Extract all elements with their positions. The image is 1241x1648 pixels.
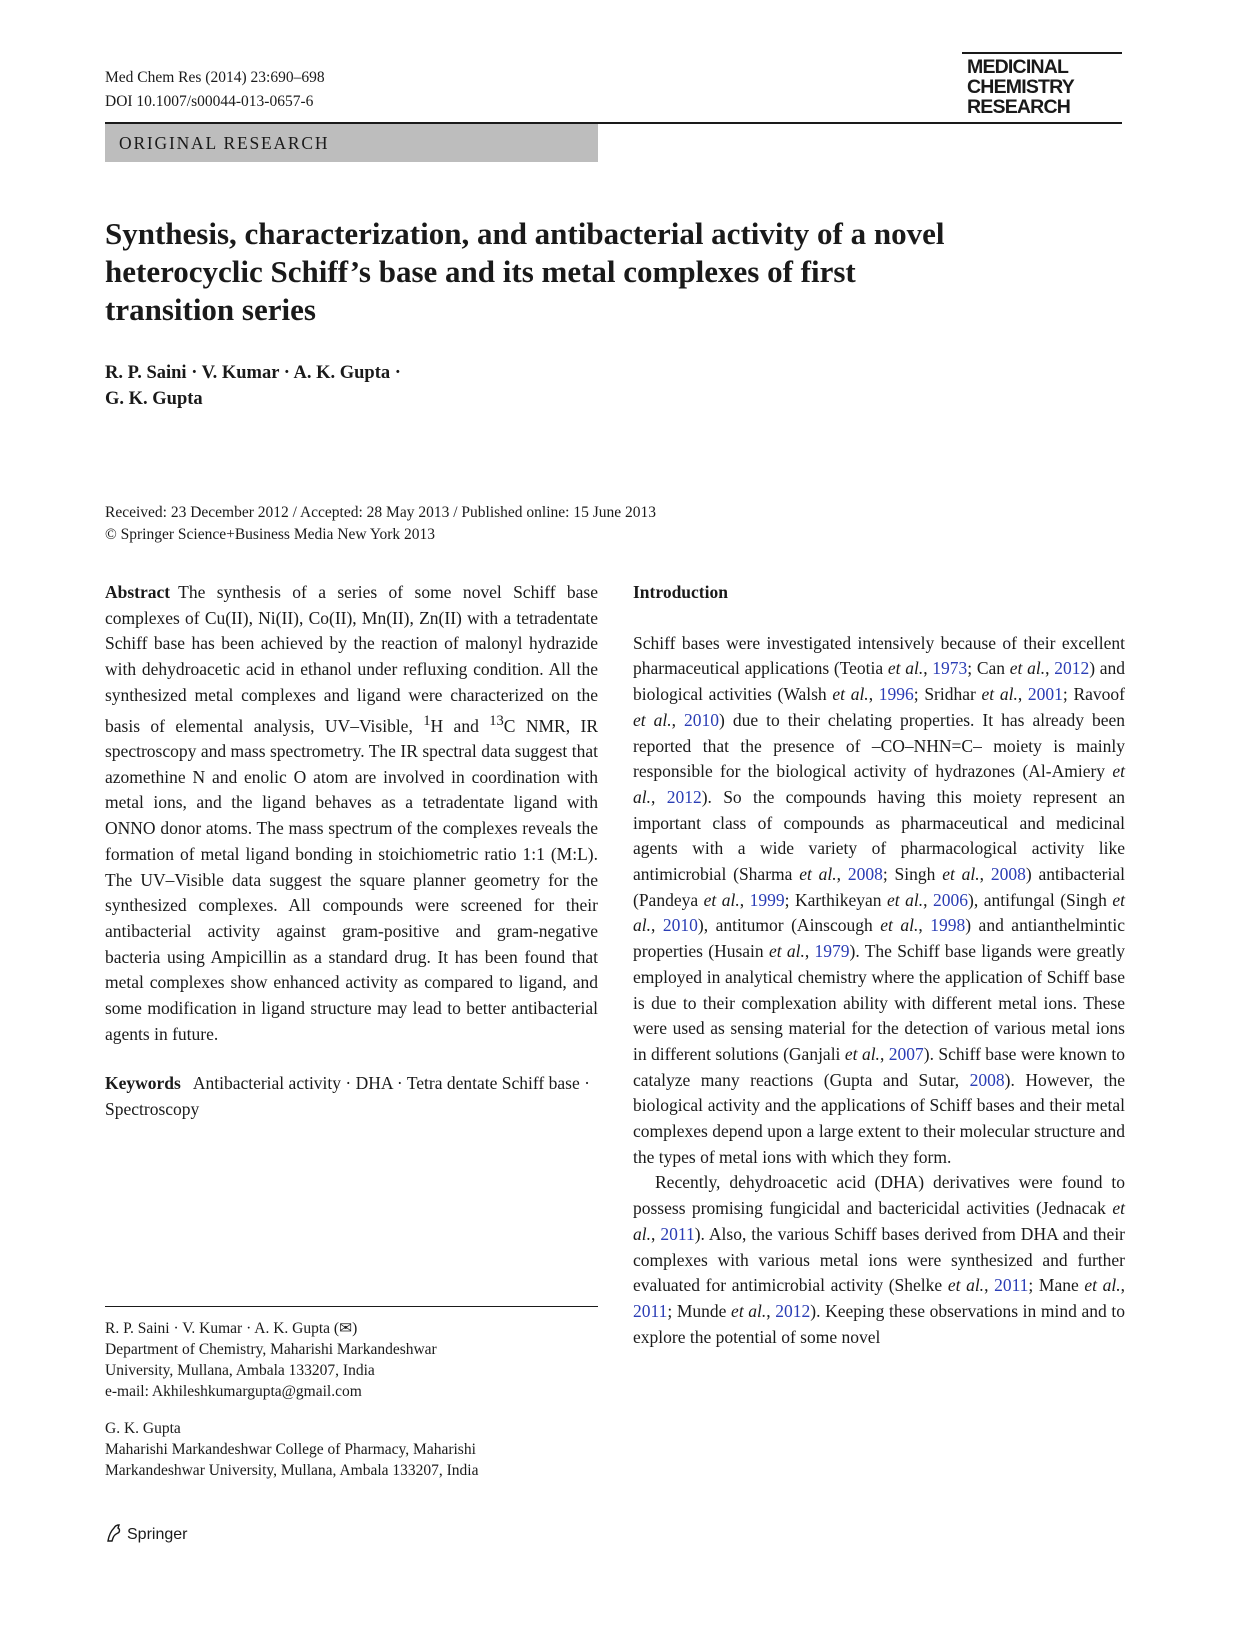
et-al-text: et al. — [887, 889, 924, 910]
affiliation-authors: G. K. Gupta — [105, 1420, 181, 1437]
et-al-text: et al. — [947, 1275, 985, 1296]
affiliation-rule — [105, 1306, 598, 1307]
affiliation-block — [105, 1318, 598, 1402]
citation-year-link[interactable]: 2012 — [1054, 658, 1090, 679]
paragraph-text: , — [923, 889, 934, 910]
citation-year-link[interactable]: 2006 — [933, 889, 969, 910]
et-al-text: et al. — [844, 1043, 880, 1064]
email: e-mail: Akhileshkumargupta@gmail.com — [105, 1383, 362, 1400]
citation-year-link[interactable]: 2008 — [990, 864, 1026, 885]
superscript: 13 — [489, 712, 504, 729]
paragraph-text: ) antibacterial (Pandeya — [633, 864, 1125, 910]
et-al-text: et al. — [799, 864, 837, 885]
citation-year-link[interactable]: 1998 — [930, 915, 966, 936]
publication-dates: Received: 23 December 2012 / Accepted: 28 May 2013 / Published online: 15 June 2013 — [105, 504, 656, 521]
citation-year-link[interactable]: 1999 — [749, 889, 785, 910]
affiliation-block — [105, 1418, 598, 1481]
paragraph-text: ; Karthikeyan — [784, 889, 888, 910]
publisher-footer — [105, 1523, 187, 1544]
et-al-text: et al. — [981, 684, 1018, 705]
keywords-text: Antibacterial activity · DHA · Tetra dentate Schiff base · Spectroscopy — [105, 1073, 590, 1120]
et-al-text: et al. — [880, 915, 919, 936]
paragraph-text: , — [651, 1223, 661, 1244]
citation-year-link[interactable]: 1979 — [814, 941, 850, 962]
citation-year-link[interactable]: 2007 — [888, 1043, 924, 1064]
introduction-paragraph — [633, 1170, 1125, 1350]
paragraph-text: ), antifungal (Singh — [968, 889, 1113, 910]
journal-citation: Med Chem Res (2014) 23:690–698 — [105, 69, 325, 86]
citation-year-link[interactable]: 2011 — [660, 1223, 695, 1244]
paragraph-text: , — [836, 864, 848, 885]
affiliations — [105, 1318, 598, 1481]
paragraph-text: , — [1017, 684, 1028, 705]
et-al-text: et al. — [832, 684, 869, 705]
article-title — [105, 215, 1105, 329]
paragraph-text: , — [651, 915, 663, 936]
paragraph-text: , — [739, 889, 750, 910]
paragraph-text: , — [979, 864, 991, 885]
paragraph-text: , — [868, 684, 879, 705]
citation-year-link[interactable]: 2008 — [847, 864, 883, 885]
et-al-text: et al. — [1084, 1275, 1121, 1296]
citation-year-link[interactable]: 1996 — [878, 684, 914, 705]
keywords — [105, 1071, 598, 1122]
abstract — [105, 580, 598, 1047]
affiliation-line: Markandeshwar University, Mullana, Ambala 133207, India — [105, 1462, 479, 1479]
paragraph-text: ). Also, the various Schiff bases derived from DHA and their complexes with various metal ions were synthesized and further evaluated for antimicrobial activity (Shelke — [633, 1223, 1126, 1296]
journal-logo — [962, 52, 1122, 117]
paragraph-text: , — [918, 915, 931, 936]
left-column — [105, 580, 598, 1123]
et-al-text: et al. — [633, 889, 1126, 936]
title-line: heterocyclic Schiff’s base and its metal complexes of first — [105, 254, 856, 289]
introduction-heading: Introduction — [633, 582, 728, 602]
publication-info — [105, 502, 656, 546]
abstract-text: The synthesis of a series of some novel Schiff base complexes of Cu(II), Ni(II), Co(II), Mn(II), Zn(II) with a tetradentate Schiff base has been achieved by the reaction of malonyl hydrazide with dehydroacetic acid in ethanol under refluxing condition. All the synthesized metal complexes and ligand were characterized on the basis of elemental analysis, UV–Visible, — [105, 582, 598, 736]
logo-line: MEDICINAL — [967, 56, 1069, 78]
paragraph-text: Schiff bases were investigated intensively because of their excellent pharmaceutical applications (Teotia — [633, 632, 1125, 679]
et-al-text: et al. — [633, 709, 672, 730]
paragraph-text: Recently, dehydroacetic acid (DHA) derivatives were found to possess promising fungicidal and bactericidal activities (Jednacak — [633, 1172, 1125, 1219]
paragraph-text: , — [1045, 658, 1055, 679]
et-al-text: et al. — [633, 761, 1125, 807]
paragraph-text: , — [1120, 1275, 1125, 1296]
paragraph-text: ; Can — [967, 658, 1010, 679]
title-line: transition series — [105, 292, 316, 327]
abstract-text: C NMR, IR spectroscopy and mass spectrometry. The IR spectral data suggest that azomethine N and enolic O atom are involved in coordination with metal ions, and the ligand behaves as a tetradentate ligand with ONNO donor atoms. The mass spectrum of the complexes reveals the formation of metal ligand bonding in stoichiometric ratio 1:1 (M:L). The UV–Visible data suggest the square planner geometry for the synthesized complexes. All compounds were screened for their antibacterial activity against gram-positive and gram-negative bacteria using Ampicillin as a standard drug. It has been found that metal complexes show enhanced activity as compared to ligand, and some modification in ligand structure may lead to better antibacterial agents in future. — [105, 715, 598, 1044]
citation-year-link[interactable]: 2012 — [666, 786, 702, 807]
citation-year-link[interactable]: 2012 — [775, 1300, 811, 1321]
affiliation-line: Department of Chemistry, Maharishi Markandeshwar — [105, 1341, 437, 1358]
paragraph-text: , — [651, 786, 667, 807]
citation-year-link[interactable]: 2001 — [1027, 684, 1063, 705]
citation-year-link[interactable]: 2011 — [633, 1300, 668, 1321]
et-al-text: et al. — [942, 864, 980, 885]
et-al-text: et al. — [887, 658, 924, 679]
paragraph-text: ), antitumor (Ainscough — [697, 915, 881, 936]
journal-citation-block — [105, 66, 325, 114]
keywords-label: Keywords — [105, 1073, 181, 1094]
paragraph-text: ; Singh — [882, 864, 943, 885]
et-al-text: et al. — [731, 1300, 767, 1321]
paragraph-text: , — [923, 658, 933, 679]
paragraph-text: , — [984, 1275, 995, 1296]
author-list — [105, 360, 401, 412]
authors-line: R. P. Saini · V. Kumar · A. K. Gupta · — [105, 363, 401, 383]
paragraph-text: ). However, the biological activity and the applications of Schiff bases and their metal complexes depend upon a large extent to their molecular structure and the types of metal ions with which they form. — [633, 1069, 1125, 1167]
right-column — [633, 580, 1125, 1350]
paragraph-text: ) due to their chelating properties. It has already been reported that the presence of –CO–NHN=C– moiety is mainly responsible for the biological activity of hydrazones (Al-Amiery — [633, 709, 1126, 782]
authors-line: G. K. Gupta — [105, 389, 203, 409]
logo-rule — [962, 52, 1122, 54]
paragraph-text: ). Schiff base were known to catalyze many reactions (Gupta and Sutar, — [633, 1043, 1125, 1090]
affiliation-line: Maharishi Markandeshwar College of Pharmacy, Maharishi — [105, 1441, 476, 1458]
section-label: ORIGINAL RESEARCH — [105, 124, 598, 162]
title-line: Synthesis, characterization, and antibacterial activity of a novel — [105, 216, 945, 251]
doi: DOI 10.1007/s00044-013-0657-6 — [105, 93, 314, 110]
et-al-text: et al. — [768, 941, 805, 962]
citation-year-link[interactable]: 2010 — [662, 915, 698, 936]
paragraph-text: , — [804, 941, 815, 962]
springer-horse-icon — [105, 1523, 123, 1543]
paragraph-text: ; Munde — [667, 1300, 732, 1321]
paragraph-text: ; Sridhar — [913, 684, 982, 705]
citation-year-link[interactable]: 2011 — [994, 1275, 1029, 1296]
logo-line: CHEMISTRY — [967, 76, 1074, 98]
citation-year-link[interactable]: 1973 — [932, 658, 968, 679]
citation-year-link[interactable]: 2008 — [969, 1069, 1005, 1090]
abstract-text: H and — [430, 715, 490, 736]
affiliation-authors: R. P. Saini · V. Kumar · A. K. Gupta (✉) — [105, 1320, 358, 1337]
et-al-text: et al. — [1009, 658, 1046, 679]
publisher-name: Springer — [127, 1526, 188, 1543]
paragraph-text: ; Ravoof — [1062, 684, 1125, 705]
paragraph-text: ; Mane — [1028, 1275, 1085, 1296]
et-al-text: et al. — [703, 889, 740, 910]
superscript: 1 — [423, 712, 431, 729]
paragraph-text: ). So the compounds having this moiety represent an important class of compounds as pharmaceutical and medicinal agents with a wide variety of pharmacological activity like antimicrobial (Sharma — [633, 786, 1126, 885]
et-al-text: et al. — [633, 1198, 1125, 1244]
logo-text — [967, 57, 1122, 117]
paragraph-text: ). The Schiff base ligands were greatly employed in analytical chemistry where the application of Schiff base is due to their complexation ability with different metal ions. These were used as sensing material for the detection of various metal ions in different solutions (Ganjali — [633, 941, 1126, 1064]
paragraph-text: ). Keeping these observations in mind and to explore the potential of some novel — [633, 1300, 1125, 1347]
paragraph-text: , — [671, 709, 685, 730]
copyright: © Springer Science+Business Media New York 2013 — [105, 526, 436, 543]
affiliation-line: University, Mullana, Ambala 133207, India — [105, 1362, 375, 1379]
citation-year-link[interactable]: 2010 — [684, 709, 720, 730]
abstract-label: Abstract — [105, 582, 171, 602]
introduction-paragraph — [633, 631, 1125, 1171]
paragraph-text: ) and biological activities (Walsh — [633, 658, 1125, 705]
paragraph-text: , — [766, 1300, 776, 1321]
paragraph-text: , — [879, 1043, 889, 1064]
logo-line: RESEARCH — [967, 96, 1071, 118]
paragraph-text: ) and antianthelmintic properties (Husain — [633, 915, 1126, 962]
